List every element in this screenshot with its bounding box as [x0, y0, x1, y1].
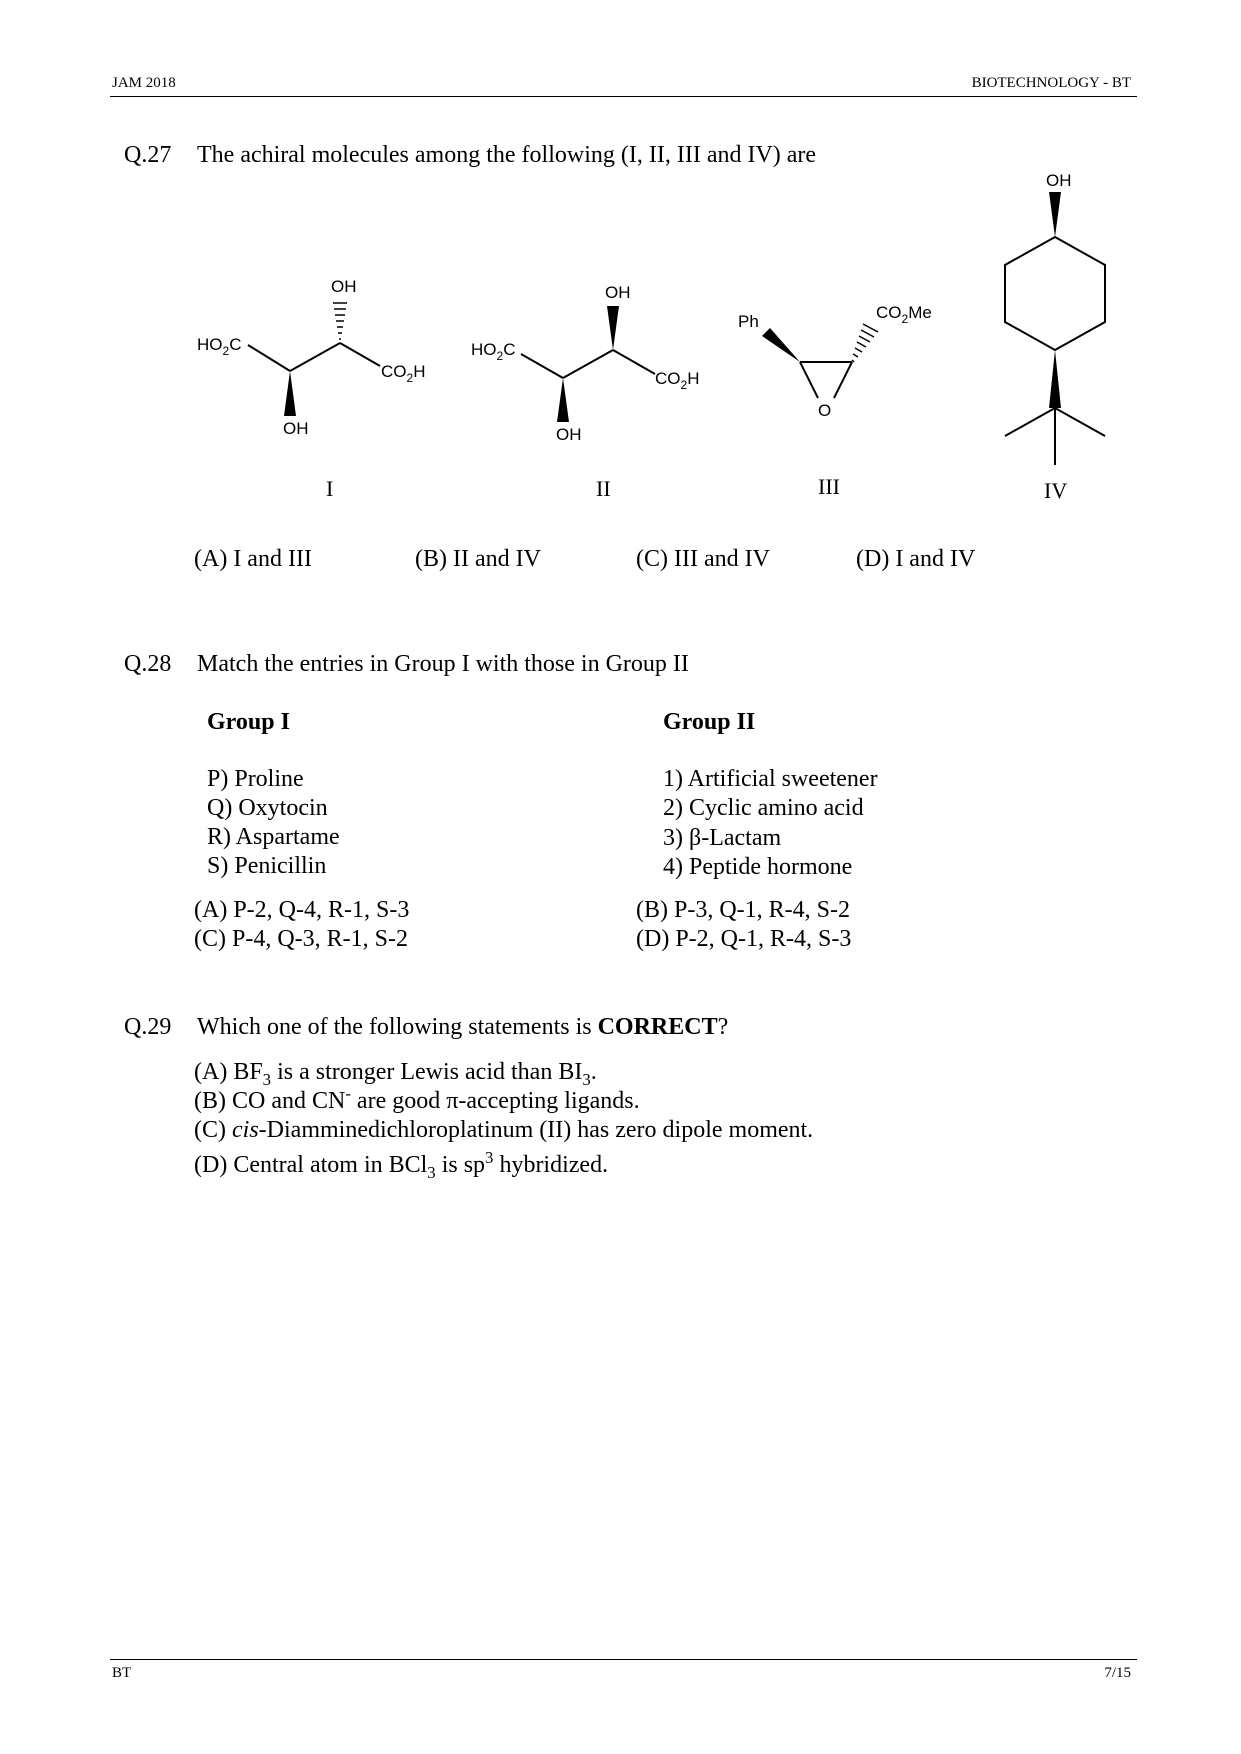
co2h-label: CO [655, 369, 681, 388]
group-i-item: S) Penicillin [207, 853, 327, 879]
q29-option-d: (D) Central atom in BCl$_3$ is $sp^3$ hybridized. [194, 1148, 609, 1182]
oh-label: OH [1046, 171, 1072, 190]
oh-label: OH [283, 419, 309, 438]
oh-label: OH [331, 277, 357, 296]
q29-option-a: (A) $BF_3$ is a stronger Lewis acid than $BI_3$. [194, 1059, 597, 1089]
svg-text:CO2H: $CO_2H$ [655, 369, 700, 392]
group-i-title: Group I [207, 709, 290, 735]
question-number: Q.27 [124, 142, 172, 168]
header-left: JAM 2018 [112, 75, 176, 91]
co2h-label: CO [381, 362, 407, 381]
structure-label-iii: III [818, 474, 840, 499]
q27-option-d: (D) I and IV [856, 546, 976, 572]
header-rule [110, 96, 1137, 97]
header-right: BIOTECHNOLOGY - BT [971, 75, 1131, 91]
group-ii-title: Group II [663, 709, 756, 735]
molecule-structures [0, 160, 1241, 520]
oh-label: OH [556, 425, 582, 444]
svg-text:HO2C: $HO_2C$ [471, 340, 516, 363]
structure-ii [471, 283, 699, 444]
group-ii-item: 1) Artificial sweetener [663, 766, 878, 792]
question-text: Match the entries in Group I with those in Group II [197, 651, 689, 677]
structure-label-ii: II [596, 476, 611, 501]
page-number: 7/15 [1104, 1665, 1131, 1681]
co2me-label: CO [876, 303, 902, 322]
footer-left: BT [112, 1665, 132, 1681]
svg-text:CO2H: $CO_2H$ [381, 362, 426, 385]
q28-option-c: (C) P-4, Q-3, R-1, S-2 [194, 926, 408, 952]
structure-label-iv: IV [1044, 478, 1068, 503]
group-ii-item: 2) Cyclic amino acid [663, 795, 864, 821]
ho2c-label: HO [197, 335, 223, 354]
question-text: The achiral molecules among the following (I, II, III and IV) are [197, 142, 817, 168]
structure-label-i: I [326, 476, 334, 501]
question-number: Q.28 [124, 651, 172, 677]
q28-option-a: (A) P-2, Q-4, R-1, S-3 [194, 897, 410, 923]
structure-iii [738, 303, 932, 420]
oxygen-label: O [818, 401, 832, 420]
ph-label: Ph [738, 312, 759, 331]
question-number: Q.29 [124, 1014, 172, 1040]
q28-option-b: (B) P-3, Q-1, R-4, S-2 [636, 897, 850, 923]
structure-i [197, 277, 425, 438]
q29-option-b: (B) CO and CN- are good π-accepting ligands. [194, 1084, 640, 1114]
svg-text:HO2C: $HO_2C$ [197, 335, 242, 358]
group-ii-item: 4) Peptide hormone [663, 854, 853, 880]
q28-option-d: (D) P-2, Q-1, R-4, S-3 [636, 926, 852, 952]
footer-rule [110, 1659, 1137, 1660]
q29-option-c: (C) cis-Diamminedichloroplatinum (II) has zero dipole moment. [194, 1117, 814, 1143]
group-i-item: Q) Oxytocin [207, 795, 328, 821]
group-i-item: P) Proline [207, 766, 304, 792]
oh-label: OH [605, 283, 631, 302]
group-i-item: R) Aspartame [207, 824, 340, 850]
svg-text:CO2Me: $CO_2Me$ [876, 303, 932, 326]
ho2c-label: HO [471, 340, 497, 359]
group-ii-item: 3) β-Lactam [663, 825, 782, 851]
question-text: Which one of the following statements is CORRECT? [197, 1014, 729, 1040]
q27-option-a: (A) I and III [194, 546, 312, 572]
q27-option-b: (B) II and IV [415, 546, 541, 572]
structure-iv [1005, 171, 1105, 465]
q27-option-c: (C) III and IV [636, 546, 770, 572]
